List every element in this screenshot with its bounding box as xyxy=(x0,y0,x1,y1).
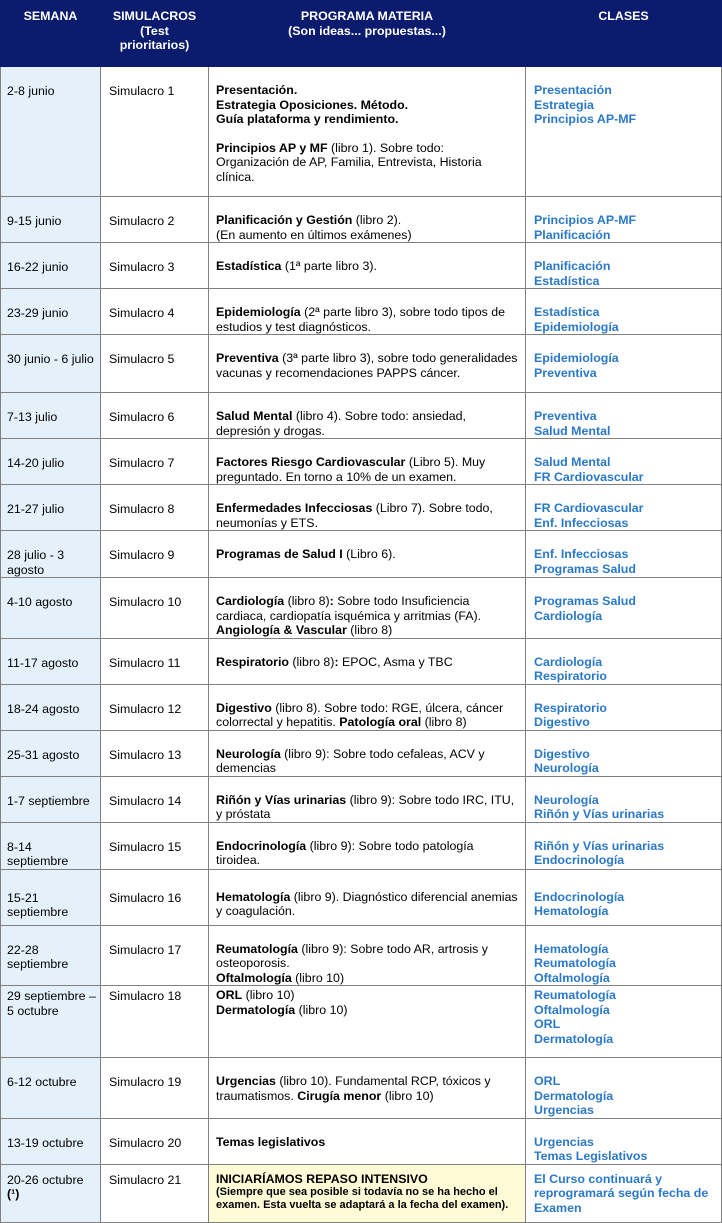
week-cell: 21-27 julio xyxy=(1,485,101,531)
table-row xyxy=(1,439,722,485)
simulacro-cell: Simulacro 8 xyxy=(101,485,209,531)
clases-cell: Cardiología Respiratorio xyxy=(526,638,722,684)
week-cell: 30 junio - 6 julio xyxy=(1,335,101,393)
week-cell: 7-13 julio xyxy=(1,393,101,439)
header-row xyxy=(1,1,722,67)
table-row xyxy=(1,822,722,869)
simulacro-cell: Simulacro 9 xyxy=(101,531,209,578)
simulacro-cell: Simulacro 16 xyxy=(101,869,209,925)
week-cell: 6-12 octubre xyxy=(1,1058,101,1119)
programa-cell: Presentación. Estrategia Oposiciones. Método. Guía plataforma y rendimiento. Principios AP y MF (libro 1). Sobre todo: Organización de AP, Familia, Entrevista, Historia clínica. xyxy=(209,67,526,197)
clases-cell: Principios AP-MF Planificación xyxy=(526,197,722,243)
simulacro-cell: Simulacro 7 xyxy=(101,439,209,485)
clases-cell: FR Cardiovascular Enf. Infecciosas xyxy=(526,485,722,531)
table-row xyxy=(1,393,722,439)
programa-cell: Cardiología (libro 8): Sobre todo Insuficiencia cardiaca, cardiopatía isquémica y arritmias (FA). Angiología & Vascular (libro 8) xyxy=(209,578,526,639)
simulacro-cell: Simulacro 17 xyxy=(101,925,209,986)
table-row xyxy=(1,869,722,925)
simulacro-cell: Simulacro 11 xyxy=(101,638,209,684)
programa-cell: Endocrinología (libro 9): Sobre todo patología tiroidea. xyxy=(209,822,526,869)
week-cell: 29 septiembre – 5 octubre xyxy=(1,986,101,1058)
simulacro-cell: Simulacro 4 xyxy=(101,289,209,335)
simulacro-cell: Simulacro 12 xyxy=(101,684,209,730)
clases-cell: Urgencias Temas Legislativos xyxy=(526,1118,722,1164)
table-row xyxy=(1,485,722,531)
week-cell: 9-15 junio xyxy=(1,197,101,243)
week-cell: 25-31 agosto xyxy=(1,730,101,776)
programa-cell: Preventiva (3ª parte libro 3), sobre todo generalidades vacunas y recomendaciones PAPPS cáncer. xyxy=(209,335,526,393)
week-cell: 23-29 junio xyxy=(1,289,101,335)
table-row xyxy=(1,925,722,986)
programa-cell: Hematología (libro 9). Diagnóstico diferencial anemias y coagulación. xyxy=(209,869,526,925)
programa-cell: INICIARÍAMOS REPASO INTENSIVO (Siempre que sea posible si todavía no se ha hecho el examen. Esta vuelta se adaptará a la fecha del examen). xyxy=(209,1164,526,1222)
clases-cell: Digestivo Neurología xyxy=(526,730,722,776)
week-cell: 4-10 agosto xyxy=(1,578,101,639)
table-row xyxy=(1,638,722,684)
week-cell: 18-24 agosto xyxy=(1,684,101,730)
simulacro-cell: Simulacro 18 xyxy=(101,986,209,1058)
simulacro-cell: Simulacro 10 xyxy=(101,578,209,639)
week-cell: 8-14 septiembre xyxy=(1,822,101,869)
simulacro-cell: Simulacro 19 xyxy=(101,1058,209,1119)
clases-cell: Hematología Reumatología Oftalmología xyxy=(526,925,722,986)
programa-cell: Factores Riesgo Cardiovascular (Libro 5). Muy preguntado. En torno a 10% de un examen. xyxy=(209,439,526,485)
table-row xyxy=(1,197,722,243)
clases-cell: Riñón y Vías urinarias Endocrinología xyxy=(526,822,722,869)
week-cell: 11-17 agosto xyxy=(1,638,101,684)
programa-cell: Planificación y Gestión (libro 2). (En aumento en últimos exámenes) xyxy=(209,197,526,243)
table-row xyxy=(1,335,722,393)
clases-cell: Salud Mental FR Cardiovascular xyxy=(526,439,722,485)
header-semana: SEMANA xyxy=(1,1,101,67)
clases-cell: ORL Dermatología Urgencias xyxy=(526,1058,722,1119)
table-row xyxy=(1,684,722,730)
header-clases: CLASES xyxy=(526,1,722,67)
week-cell: 15-21 septiembre xyxy=(1,869,101,925)
programa-cell: Reumatología (libro 9): Sobre todo AR, artrosis y osteoporosis. Oftalmología (libro 10) xyxy=(209,925,526,986)
table-row xyxy=(1,730,722,776)
programa-cell: Programas de Salud I (Libro 6). xyxy=(209,531,526,578)
clases-cell: Respiratorio Digestivo xyxy=(526,684,722,730)
clases-cell: Preventiva Salud Mental xyxy=(526,393,722,439)
table-row xyxy=(1,1118,722,1164)
simulacro-cell: Simulacro 13 xyxy=(101,730,209,776)
table-row xyxy=(1,1164,722,1222)
clases-cell: Neurología Riñón y Vías urinarias xyxy=(526,776,722,822)
clases-cell: Enf. Infecciosas Programas Salud xyxy=(526,531,722,578)
programa-cell: Temas legislativos xyxy=(209,1118,526,1164)
clases-cell: El Curso continuará y reprogramará según fecha de Examen xyxy=(526,1164,722,1222)
simulacro-cell: Simulacro 2 xyxy=(101,197,209,243)
week-cell: 20-26 octubre (¹) xyxy=(1,1164,101,1222)
programa-cell: Urgencias (libro 10). Fundamental RCP, tóxicos y traumatismos. Cirugía menor (libro 10) xyxy=(209,1058,526,1119)
header-simulacros: SIMULACROS (Test prioritarios) xyxy=(101,1,209,67)
simulacro-cell: Simulacro 14 xyxy=(101,776,209,822)
simulacro-cell: Simulacro 3 xyxy=(101,243,209,289)
week-cell: 22-28 septiembre xyxy=(1,925,101,986)
clases-cell: Epidemiología Preventiva xyxy=(526,335,722,393)
programa-cell: ORL (libro 10) Dermatología (libro 10) xyxy=(209,986,526,1058)
week-cell: 28 julio - 3 agosto xyxy=(1,531,101,578)
simulacro-cell: Simulacro 20 xyxy=(101,1118,209,1164)
week-cell: 1-7 septiembre xyxy=(1,776,101,822)
simulacro-cell: Simulacro 21 xyxy=(101,1164,209,1222)
programa-cell: Neurología (libro 9): Sobre todo cefaleas, ACV y demencias xyxy=(209,730,526,776)
clases-cell: Planificación Estadística xyxy=(526,243,722,289)
clases-cell: Endocrinología Hematología xyxy=(526,869,722,925)
programa-cell: Riñón y Vías urinarias (libro 9): Sobre todo IRC, ITU, y próstata xyxy=(209,776,526,822)
programa-cell: Salud Mental (libro 4). Sobre todo: ansiedad, depresión y drogas. xyxy=(209,393,526,439)
table-row xyxy=(1,67,722,197)
table-row xyxy=(1,289,722,335)
simulacro-cell: Simulacro 6 xyxy=(101,393,209,439)
table-row xyxy=(1,243,722,289)
simulacro-cell: Simulacro 15 xyxy=(101,822,209,869)
clases-cell: Estadística Epidemiología xyxy=(526,289,722,335)
header-programa: PROGRAMA MATERIA (Son ideas... propuestas...) xyxy=(209,1,526,67)
table-row xyxy=(1,578,722,639)
table-row xyxy=(1,776,722,822)
week-cell: 13-19 octubre xyxy=(1,1118,101,1164)
clases-cell: Presentación Estrategia Principios AP-MF xyxy=(526,67,722,197)
programa-cell: Digestivo (libro 8). Sobre todo: RGE, úlcera, cáncer colorrectal y hepatitis. Patología oral (libro 8) xyxy=(209,684,526,730)
week-cell: 14-20 julio xyxy=(1,439,101,485)
programa-cell: Respiratorio (libro 8): EPOC, Asma y TBC xyxy=(209,638,526,684)
week-cell: 16-22 junio xyxy=(1,243,101,289)
table-row xyxy=(1,531,722,578)
clases-cell: Reumatología Oftalmología ORL Dermatología xyxy=(526,986,722,1058)
week-cell: 2-8 junio xyxy=(1,67,101,197)
clases-cell: Programas Salud Cardiología xyxy=(526,578,722,639)
simulacro-cell: Simulacro 5 xyxy=(101,335,209,393)
programa-cell: Epidemiología (2ª parte libro 3), sobre todo tipos de estudios y test diagnósticos. xyxy=(209,289,526,335)
programa-cell: Enfermedades Infecciosas (Libro 7). Sobre todo, neumonías y ETS. xyxy=(209,485,526,531)
table-row xyxy=(1,986,722,1058)
programa-cell: Estadística (1ª parte libro 3). xyxy=(209,243,526,289)
simulacro-cell: Simulacro 1 xyxy=(101,67,209,197)
table-row xyxy=(1,1058,722,1119)
